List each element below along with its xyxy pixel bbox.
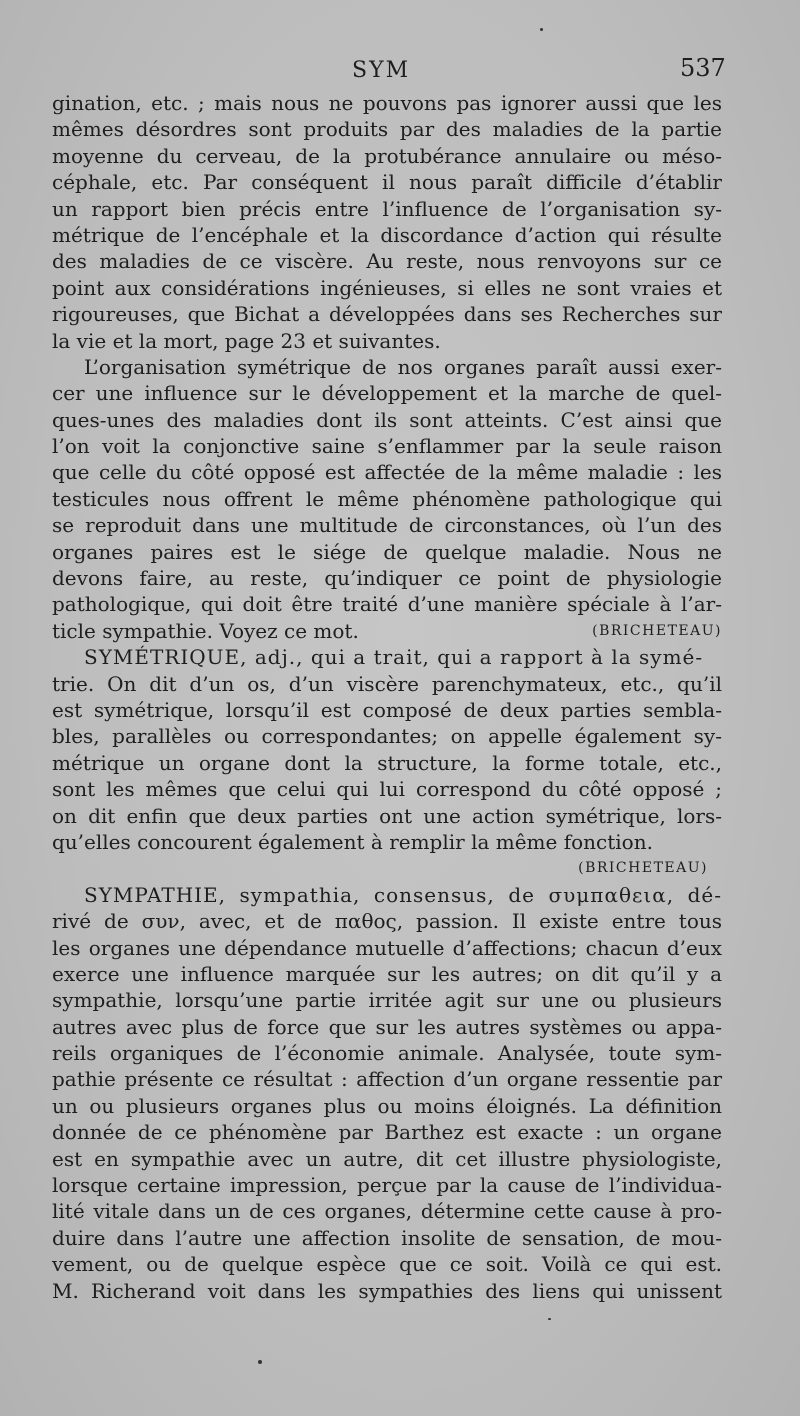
entry-symetrique-line: SYMÉTRIQUE, adj., qui a trait, qui a rapport à la symé- [84,645,704,670]
text-line: sympathie, lorsqu’une partie irritée agit sur une ou plusieurs [52,988,722,1013]
text-line: se reproduit dans une multitude de circonstances, où l’un des [52,513,722,538]
text-line: un ou plusieurs organes plus ou moins éloignés. La définition [52,1093,722,1118]
entry-sympathie-line: SYMPATHIE, sympathia, consensus, de συμπαθεια, dé- [84,882,722,907]
text-line: sont les mêmes que celui qui lui correspond du côté opposé ; [52,777,722,802]
page-number: 537 [680,54,726,82]
text-line: est symétrique, lorsqu’il est composé de deux parties sembla- [52,697,722,722]
author-signature: (BRICHETEAU) [592,622,722,639]
paragraph-start-line: L’organisation symétrique de nos organes paraît aussi exer- [84,354,722,379]
text-line: pathologique, qui doit être traité d’une manière spéciale à l’ar- [52,592,722,617]
text-line: devons faire, au reste, qu’indiquer ce point de physiologie [52,566,722,591]
text-line: céphale, etc. Par conséquent il nous paraît difficile d’établir [52,170,722,195]
text-line: métrique un organe dont la structure, la forme totale, etc., [52,750,722,775]
text-line: ques-unes des maladies dont ils sont atteints. C’est ainsi que [52,407,722,432]
text-line: duire dans l’autre une affection insolite de sensation, de mou- [52,1225,722,1250]
text-line: rivé de συν, avec, et de παθος, passion. Il existe entre tous [52,909,722,934]
text-line: vement, ou de quelque espèce que ce soit. Voilà ce qui est. [52,1252,722,1277]
text-line: l’on voit la conjonctive saine s’enflammer par la seule raison [52,434,722,459]
text-line: ticle sympathie. Voyez ce mot. [52,618,359,643]
text-line: bles, parallèles ou correspondantes; on appelle également sy- [52,724,722,749]
text-line: la vie et la mort, page 23 et suivantes. [52,328,441,353]
running-head: SYM [352,58,411,83]
text-line: exerce une influence marquée sur les autres; on dit qu’il y a [52,961,722,986]
text-line: moyenne du cerveau, de la protubérance annulaire ou méso- [52,143,722,168]
text-line: lorsque certaine impression, perçue par la cause de l’individua- [52,1173,722,1198]
text-line: que celle du côté opposé est affectée de la même maladie : les [52,460,722,485]
text-line: M. Richerand voit dans les sympathies des liens qui unissent [52,1278,722,1303]
signed-line [52,618,722,644]
text-line: métrique de l’encéphale et la discordance d’action qui résulte [52,222,722,247]
text-line: organes paires est le siége de quelque maladie. Nous ne [52,539,722,564]
text-line: donnée de ce phénomène par Barthez est exacte : un organe [52,1120,722,1145]
text-line: qu’elles concourent également à remplir la même fonction. [52,829,653,854]
text-line: trie. On dit d’un os, d’un viscère parenchymateux, etc., qu’il [52,671,722,696]
text-line: des maladies de ce viscère. Au reste, nous renvoyons sur ce [52,249,722,274]
author-signature: (BRICHETEAU) [578,860,708,877]
text-line: autres avec plus de force que sur les autres systèmes ou appa- [52,1014,722,1039]
text-line: point aux considérations ingénieuses, si elles ne sont vraies et [52,275,722,300]
text-line: rigoureuses, que Bichat a développées dans ses Recherches sur [52,302,722,327]
text-line: est en sympathie avec un autre, dit cet illustre physiologiste, [52,1146,722,1171]
text-line: lité vitale dans un de ces organes, détermine cette cause à pro- [52,1199,722,1224]
text-line: gination, etc. ; mais nous ne pouvons pas ignorer aussi que les [52,91,722,115]
text-line: les organes une dépendance mutuelle d’affections; chacun d’eux [52,935,722,960]
text-line: testicules nous offrent le même phénomène pathologique qui [52,486,722,511]
text-line: cer une influence sur le développement et la marche de quel- [52,381,722,406]
text-line: pathie présente ce résultat : affection d’un organe ressentie par [52,1067,722,1092]
text-line: reils organiques de l’économie animale. Analysée, toute sym- [52,1041,722,1066]
body-text [52,90,722,1304]
text-line: mêmes désordres sont produits par des maladies de la partie [52,117,722,142]
text-line: un rapport bien précis entre l’influence de l’organisation sy- [52,196,722,221]
text-line: on dit enfin que deux parties ont une action symétrique, lors- [52,803,722,828]
